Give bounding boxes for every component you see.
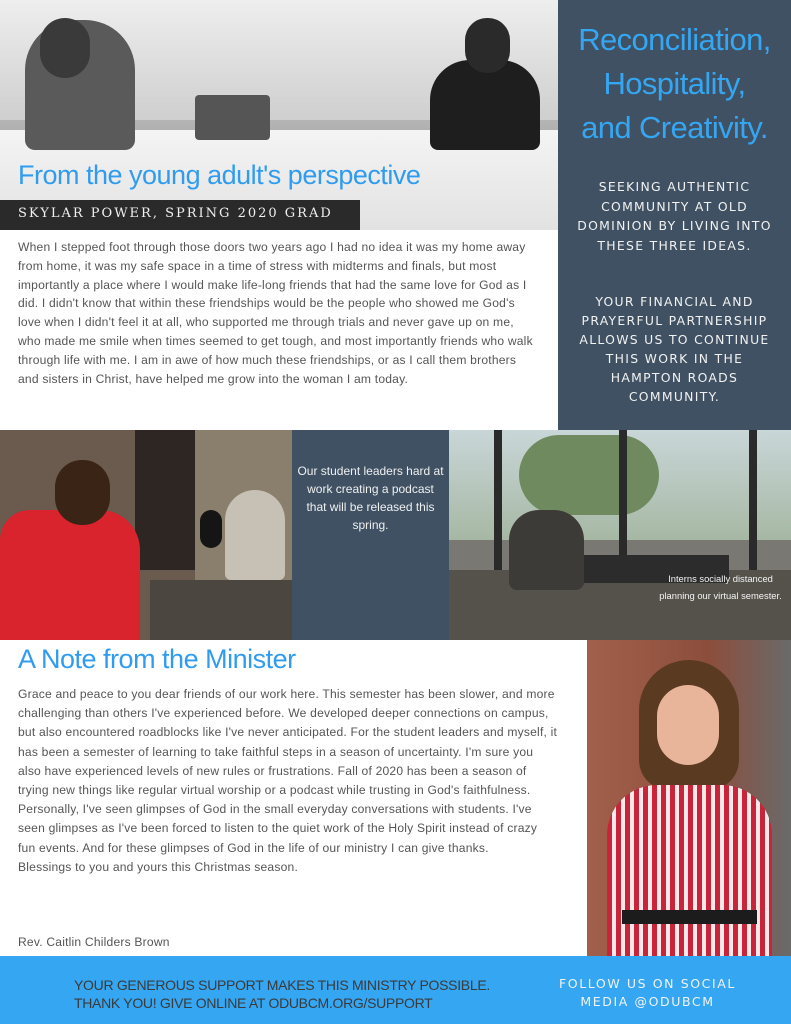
footer-cta-line: THANK YOU! GIVE ONLINE AT ODUBCM.ORG/SUPPORT	[74, 995, 433, 1011]
footer-social-line: MEDIA @ODUBCM	[580, 994, 715, 1009]
minister-note-title: A Note from the Minister	[18, 644, 296, 674]
students-at-table-photo	[0, 0, 558, 230]
headline-line: Hospitality,	[603, 66, 746, 101]
section-title: From the young adult's perspective	[18, 160, 421, 190]
minister-signature: Rev. Caitlin Childers Brown	[18, 935, 170, 949]
headline-line: Reconciliation,	[578, 22, 771, 57]
podcast-caption: Our student leaders hard at work creating a podcast that will be released this spring.	[297, 464, 444, 532]
podcast-photo	[0, 430, 292, 640]
footer-social-line: FOLLOW US ON SOCIAL	[558, 976, 736, 991]
minister-portrait	[587, 640, 791, 956]
testimony-text: When I stepped foot through those doors two years ago I had no idea it was my home away from home, it was my safe space in a time of stress with midterms and finals, but most importantly a place where I would make life-long friends that had the same love for God as I did. I didn't know that within these friendships would be the people who showed me God's love when I didn't feel it at all, who supported me through trials and never gave up on me, who made me smile when times seemed to get tough, and most importantly friends who walk through life with me. I am in awe of how much these friendships, or as I call them brothers and sisters in Christ, have helped me grow into the woman I am today.	[18, 240, 533, 386]
byline: SKYLAR POWER, SPRING 2020 GRAD	[18, 206, 333, 221]
headline-line: and Creativity.	[581, 110, 768, 145]
headline	[558, 18, 791, 150]
footer-support-cta	[74, 976, 490, 1012]
minister-note-closing: Blessings to you and yours this Christmas season.	[18, 859, 299, 874]
minister-note-paragraph: Grace and peace to you dear friends of our work here. This semester has been slower, and more challenging than others I've experienced before. We developed deeper connections on campus, but also encountered roadblocks like I've never anticipated. For the student leaders and myself, it has been a semester of learning to take faithful steps in a season of uncertainty. I'm sure you also have experienced levels of new rules or frustrations. Fall of 2020 has been a season of trying new things like regular virtual worship or a podcast while trusting in God's faithfulness. Personally, I've seen glimpses of God in the small everyday conversations with students. I've seen glimpses as I've been forced to listen to the quiet work of the Holy Spirit instead of crazy fun events. And for these glimpses of God in the life of our ministry I can give thanks.	[18, 687, 558, 855]
footer-cta-line: YOUR GENEROUS SUPPORT MAKES THIS MINISTRY POSSIBLE.	[74, 977, 490, 993]
interns-caption: Interns socially distanced planning our virtual semester.	[659, 573, 782, 601]
mission-statement: SEEKING AUTHENTIC COMMUNITY AT OLD DOMINION BY LIVING INTO THESE THREE IDEAS.	[577, 179, 772, 253]
partnership-statement: YOUR FINANCIAL AND PRAYERFUL PARTNERSHIP ALLOWS US TO CONTINUE THIS WORK IN THE HAMPTON ROADS COMMUNITY.	[579, 294, 770, 404]
minister-note-body	[18, 685, 558, 877]
interns-photo	[449, 430, 791, 640]
footer-social	[545, 975, 750, 1011]
